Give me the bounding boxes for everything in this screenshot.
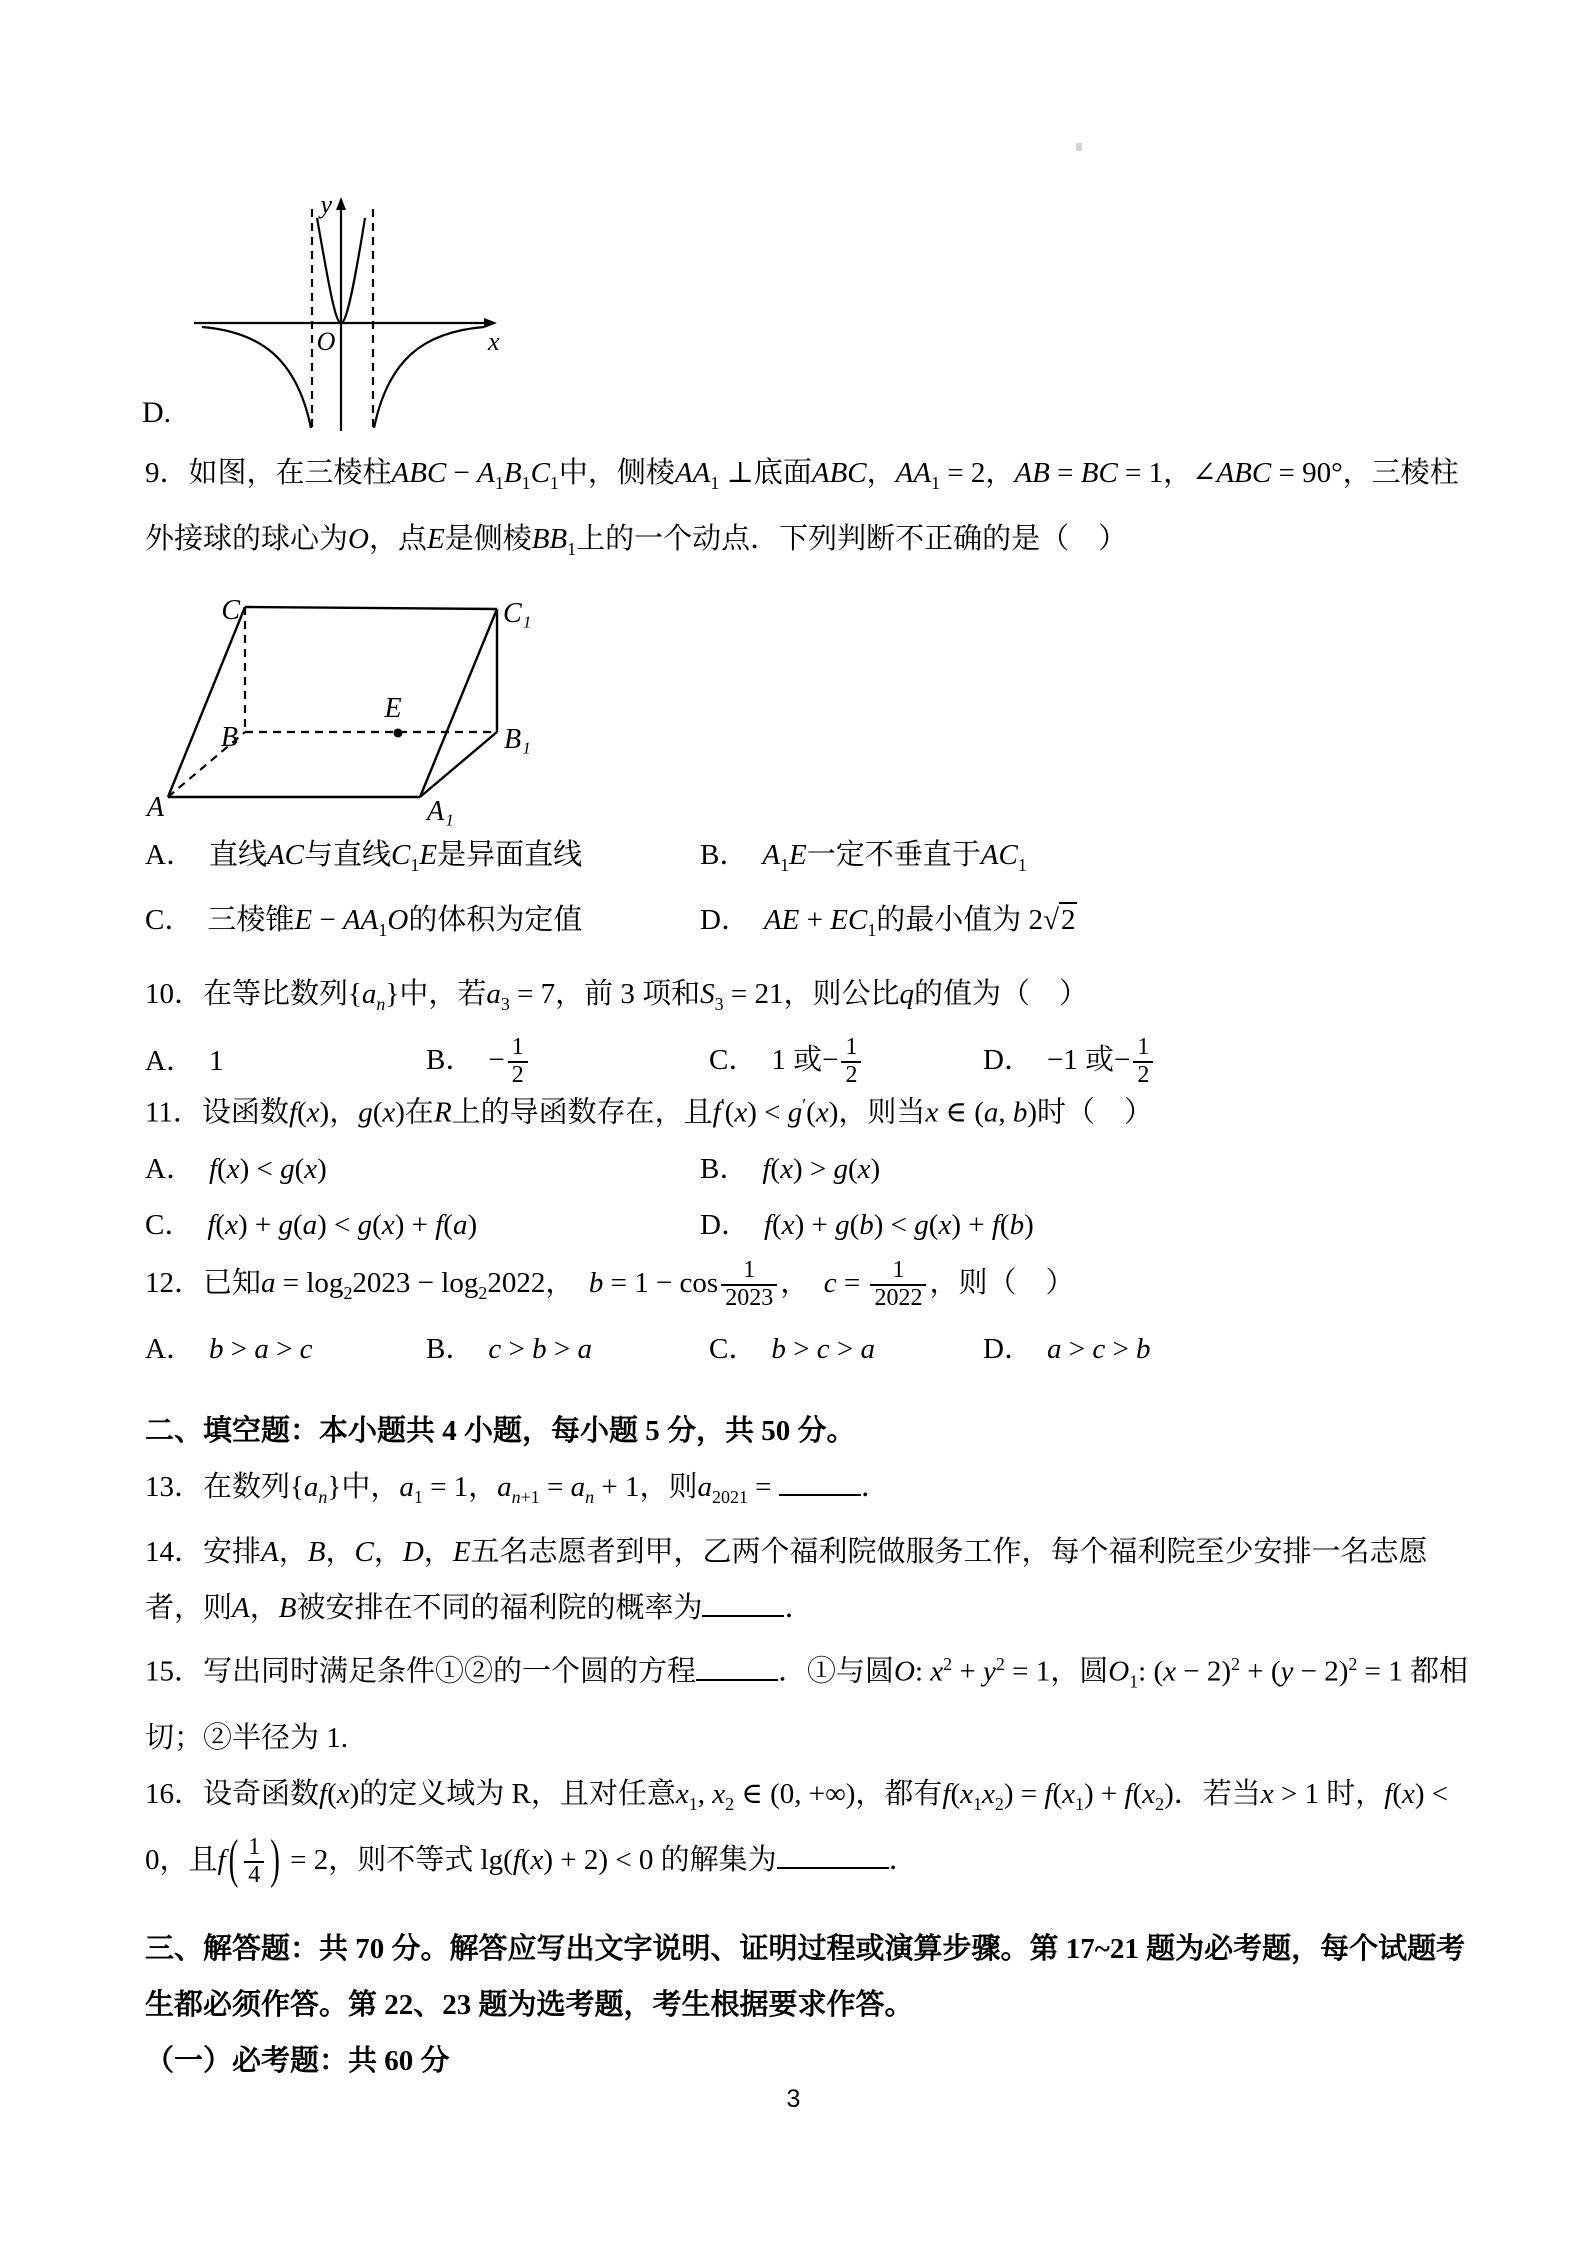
question-9-stem: 9．如图，在三棱柱ABC − $A_1B_1C_1$中，侧棱$AA_1$ ⊥底面ABC，$AA_1 = 2$，AB = BC = 1，∠ABC = 90°，三棱柱外接球的球心为O，点E是侧棱$BB_1$上的一个动点．下列判断不正确的是（ ） (145, 457, 1459, 559)
section-3-subheader: （一）必考题：共 60 分 (145, 2044, 450, 2077)
vertex-label-C1: C₁ (503, 597, 532, 629)
point-E-dot (394, 728, 403, 737)
x-axis-label: x (488, 327, 500, 356)
q10-option-a: A． 1 (145, 1044, 224, 1077)
point-label-E: E (384, 692, 402, 724)
q12-option-a: A． b > a > c (145, 1332, 313, 1365)
curve-left-branch (202, 327, 311, 428)
q9-option-d: D． AE + $EC_1$的最小值为 2√2 (700, 904, 1076, 941)
q11-options-row-2 (145, 1197, 1477, 1253)
q11-option-d: D． f(x) + g(b) < g(x) + f(b) (700, 1208, 1034, 1241)
curve-right-branch (374, 327, 484, 428)
origin-label: O (316, 327, 336, 356)
edge-C-C1 (245, 607, 497, 609)
q11-options-row-1 (145, 1141, 1477, 1197)
edge-C-A (168, 607, 245, 797)
edge-A1-C1 (420, 609, 497, 797)
q9-options-row-1 (145, 827, 1477, 893)
q12-option-b: B． c > b > a (426, 1332, 592, 1365)
y-axis-label: y (320, 195, 332, 219)
question-16-stem: 16．设奇函数f(x)的定义域为 R，且对任意$x_1$, $x_2$ ∈ (0, +∞)，都有$f(x_1x_2) = f(x_1) + f(x_2)$．若当x > 1 时，f(x) < 0，且f ( $\frac{1}{4}$ ) = 2，则不等式 lg(f(x) + 2) < 0 的解集为 ． (145, 1777, 1449, 1890)
q12-options-row (145, 1321, 1477, 1377)
q10-option-d: D． −1 或− $\frac{1}{2}$ (983, 1032, 1477, 1089)
question-14-stem: 14．安排A，B，C，D，E五名志愿者到甲，乙两个福利院做服务工作，每个福利院至少安排一名志愿者，则A，B被安排在不同的福利院的概率为 ． (145, 1536, 1428, 1625)
question-13-stem: 13．在数列$\{a_n\}$中，$a_1 = 1$，$a_{n+1} = a_n + 1$，则$a_{2021}$ = ． (145, 1459, 1477, 1525)
vertex-label-B: B (220, 721, 238, 753)
q11-option-a: A． f(x) < g(x) (145, 1152, 327, 1185)
q11-option-b: B． f(x) > g(x) (700, 1152, 881, 1185)
prism-figure (140, 589, 600, 829)
section-3-header: 三、解答题：共 70 分。解答应写出文字说明、证明过程或演算步骤。第 17~21 题为必考题，每个试题考生都必须作答。第 22、23 题为选考题，考生根据要求作答。 (145, 1932, 1466, 2021)
y-axis-arrow (336, 197, 346, 210)
q9-option-a: A． 直线AC与直线$C_1E$是异面直线 (145, 838, 583, 875)
q12-option-c: C． b > c > a (709, 1332, 875, 1365)
question-11-stem: 11．设函数f(x)，g(x)在R上的导函数存在，且f′(x) < g′(x)，则当x ∈ (a, b)时（ ） (145, 1095, 1154, 1129)
vertex-label-B1: B₁ (504, 723, 531, 755)
page-number: 3 (786, 2085, 801, 2113)
section-2-header: 二、填空题：本小题共 4 小题，每小题 5 分，共 50 分。 (145, 1414, 856, 1447)
option-d-graph-figure (192, 195, 502, 435)
vertex-label-A: A (146, 791, 164, 823)
option-d-graph-block (142, 0, 1477, 445)
question-12-stem: 12．已知$a = \log_22023 - \log_22022$， b = 1 − cos $\frac{1}{2023}$ ， c = $\frac{1}{2022}$ ，则（ ） (145, 1257, 1075, 1312)
question-15-stem: 15．写出同时满足条件①②的一个圆的方程 ．①与圆O: $x^2 + y^2 = 1$，圆$O_1$: $(x - 2)^2 + (y - 2)^2 = 1$ 都相切；②半径为 1. (145, 1636, 1477, 1765)
edge-A1-B1 (420, 732, 497, 797)
option-d-label: D. (142, 396, 172, 429)
q11-option-c: C． f(x) + g(a) < g(x) + f(a) (145, 1208, 478, 1241)
vertex-label-A1: A₁ (427, 795, 454, 827)
question-10-stem: 10．在等比数列$\{a_n\}$中，若$a_3 = 7$，前 3 项和$S_3 = 21$，则公比q的值为（ ） (145, 978, 1089, 1014)
q10-option-b: B． − $\frac{1}{2}$ (426, 1032, 709, 1089)
q9-options-row-2 (145, 892, 1477, 958)
q9-option-b: B． $A_1E$一定不垂直于$AC_1$ (700, 838, 1027, 875)
q10-option-c: C． 1 或− $\frac{1}{2}$ (709, 1032, 983, 1089)
vertex-label-C: C (221, 594, 240, 626)
q9-option-c: C． 三棱锥$E - AA_1O$的体积为定值 (145, 904, 583, 941)
prism-figure-block (145, 579, 1477, 827)
q12-option-d: D． a > c > b (983, 1332, 1151, 1365)
